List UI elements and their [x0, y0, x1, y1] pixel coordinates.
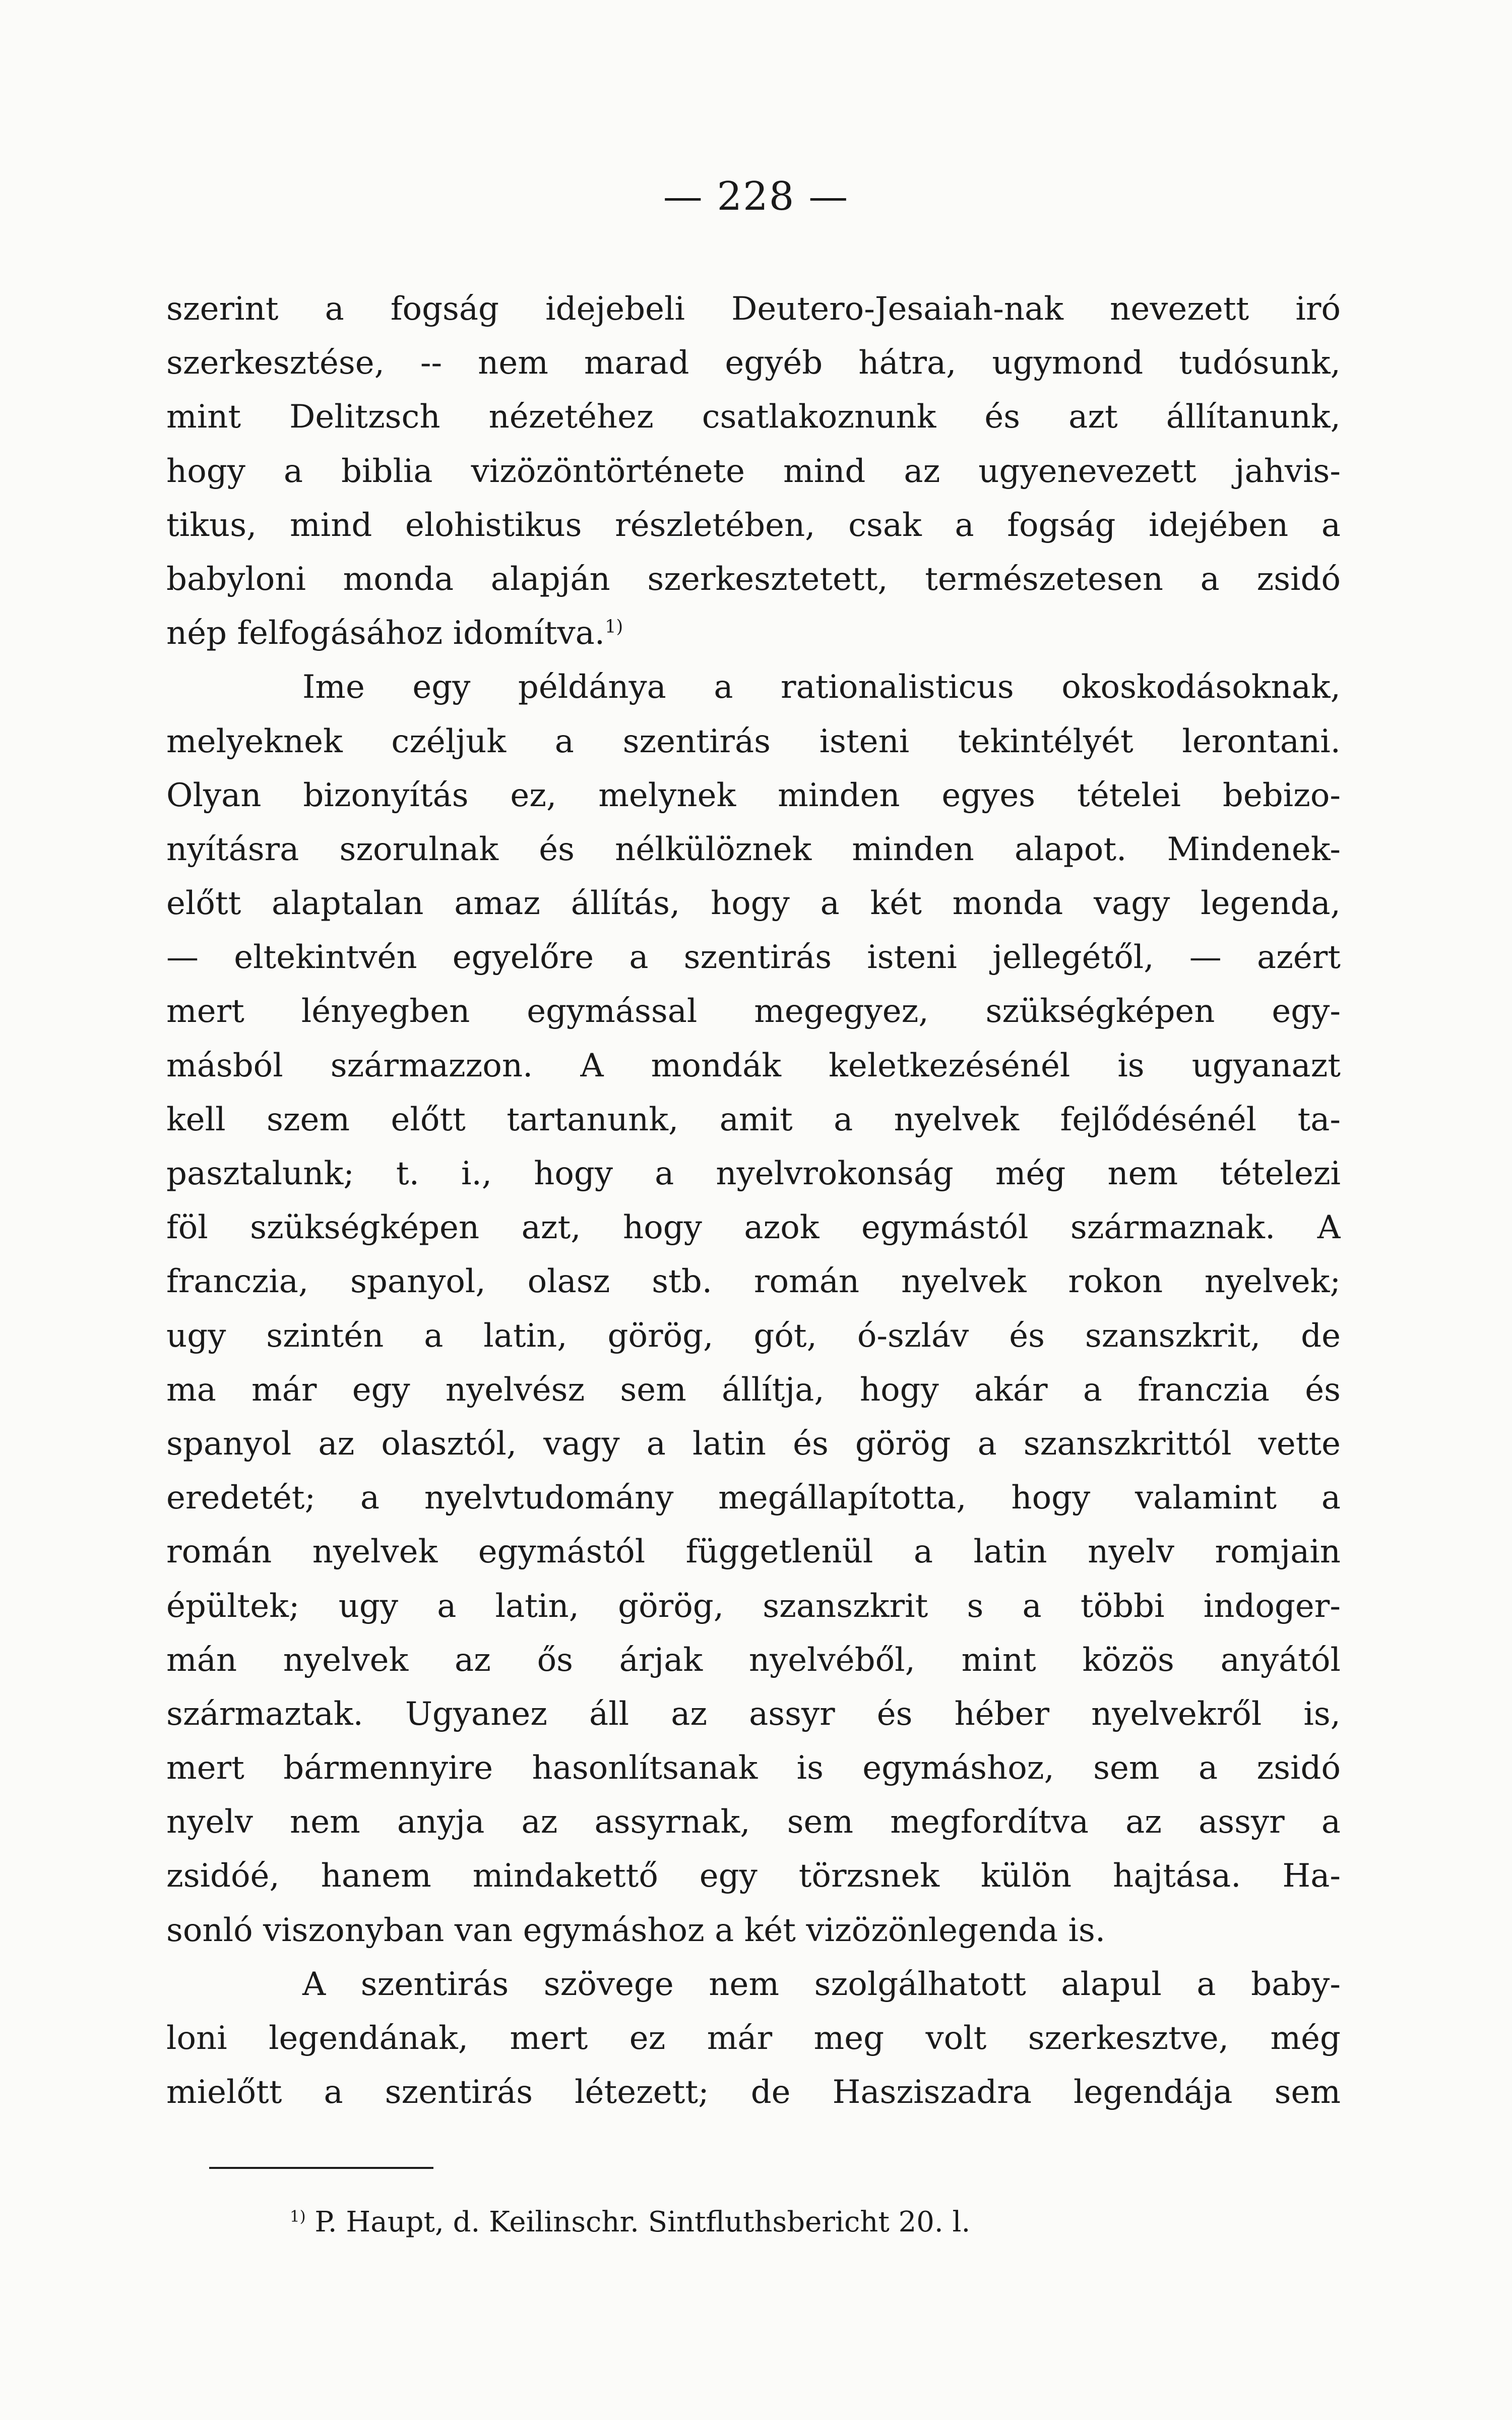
text-line: másból származzon. A mondák keletkezésénél is ugyanazt — [166, 1047, 1341, 1084]
text-line: zsidóé, hanem mindakettő egy törzsnek külön hajtása. Ha- — [166, 1857, 1341, 1895]
text-line: mielőtt a szentirás létezett; de Hasziszadra legendája sem — [166, 2074, 1341, 2111]
footnote-divider — [209, 2167, 433, 2169]
text-line: eredetét; a nyelvtudomány megállapította, hogy valamint a — [166, 1479, 1341, 1517]
text-line: franczia, spanyol, olasz stb. román nyelvek rokon nyelvek; — [166, 1263, 1341, 1301]
text-line: mert bármennyire hasonlítsanak is egymáshoz, sem a zsidó — [166, 1749, 1341, 1787]
text-line: nép felfogásához idomítva. — [166, 615, 605, 652]
text-line: mán nyelvek az ős árjak nyelvéből, mint közös anyától — [166, 1641, 1341, 1679]
footnote-reference: 1) — [605, 616, 623, 637]
text-line: szerint a fogság idejebeli Deutero-Jesaiah-nak nevezett iró — [166, 290, 1341, 328]
text-line: — eltekintvén egyelőre a szentirás isteni jellegétől, — azért — [166, 939, 1341, 977]
text-line-with-footnote-ref — [166, 607, 1341, 660]
text-line: föl szükségképen azt, hogy azok egymástól származnak. A — [166, 1209, 1341, 1247]
text-line: Olyan bizonyítás ez, melynek minden egyes tételei bebizo- — [166, 776, 1341, 814]
paragraph-start-line: A szentirás szövege nem szolgálhatott alapul a baby- — [302, 1965, 1341, 2003]
text-line: épültek; ugy a latin, görög, szanszkrit s a többi indoger- — [166, 1587, 1341, 1625]
footnote — [290, 2206, 970, 2238]
text-line: ugy szintén a latin, görög, gót, ó-szláv és szanszkrit, de — [166, 1317, 1341, 1355]
text-line: sonló viszonyban van egymáshoz a két vizözönlegenda is. — [166, 1911, 1106, 1949]
text-line: nyításra szorulnak és nélkülöznek minden alapot. Mindenek- — [166, 830, 1341, 868]
footnote-marker: 1) — [290, 2207, 306, 2226]
footnote-text: P. Haupt, d. Keilinschr. Sintfluthsbericht 20. l. — [314, 2206, 971, 2238]
text-line: mint Delitzsch nézetéhez csatlakoznunk és azt állítanunk, — [166, 398, 1341, 436]
text-line: mert lényegben egymással megegyez, szükségképen egy- — [166, 993, 1341, 1031]
text-line: loni legendának, mert ez már meg volt szerkesztve, még — [166, 2020, 1341, 2057]
text-line: spanyol az olasztól, vagy a latin és görög a szanszkrittól vette — [166, 1425, 1341, 1463]
text-line: ma már egy nyelvész sem állítja, hogy akár a franczia és — [166, 1371, 1341, 1409]
paragraph-start-line: Ime egy példánya a rationalisticus okoskodásoknak, — [302, 669, 1341, 706]
text-line: hogy a biblia vizözöntörténete mind az ugyenevezett jahvis- — [166, 452, 1341, 490]
text-line: szerkesztése, -- nem marad egyéb hátra, ugymond tudósunk, — [166, 344, 1341, 382]
text-line: román nyelvek egymástól függetlenül a latin nyelv romjain — [166, 1533, 1341, 1571]
text-line: pasztalunk; t. i., hogy a nyelvrokonság még nem tételezi — [166, 1155, 1341, 1192]
body-text — [166, 282, 1341, 2120]
text-line: kell szem előtt tartanunk, amit a nyelvek fejlődésénél ta- — [166, 1101, 1341, 1138]
text-line: melyeknek czéljuk a szentirás isteni tekintélyét lerontani. — [166, 722, 1341, 760]
text-line: babyloni monda alapján szerkesztetett, természetesen a zsidó — [166, 560, 1341, 598]
text-line: tikus, mind elohistikus részletében, csak a fogság idejében a — [166, 506, 1341, 544]
text-line: származtak. Ugyanez áll az assyr és héber nyelvekről is, — [166, 1695, 1341, 1733]
page-number: — 228 — — [663, 174, 849, 219]
text-line: nyelv nem anyja az assyrnak, sem megfordítva az assyr a — [166, 1803, 1341, 1841]
text-line: előtt alaptalan amaz állítás, hogy a két monda vagy legenda, — [166, 885, 1341, 923]
